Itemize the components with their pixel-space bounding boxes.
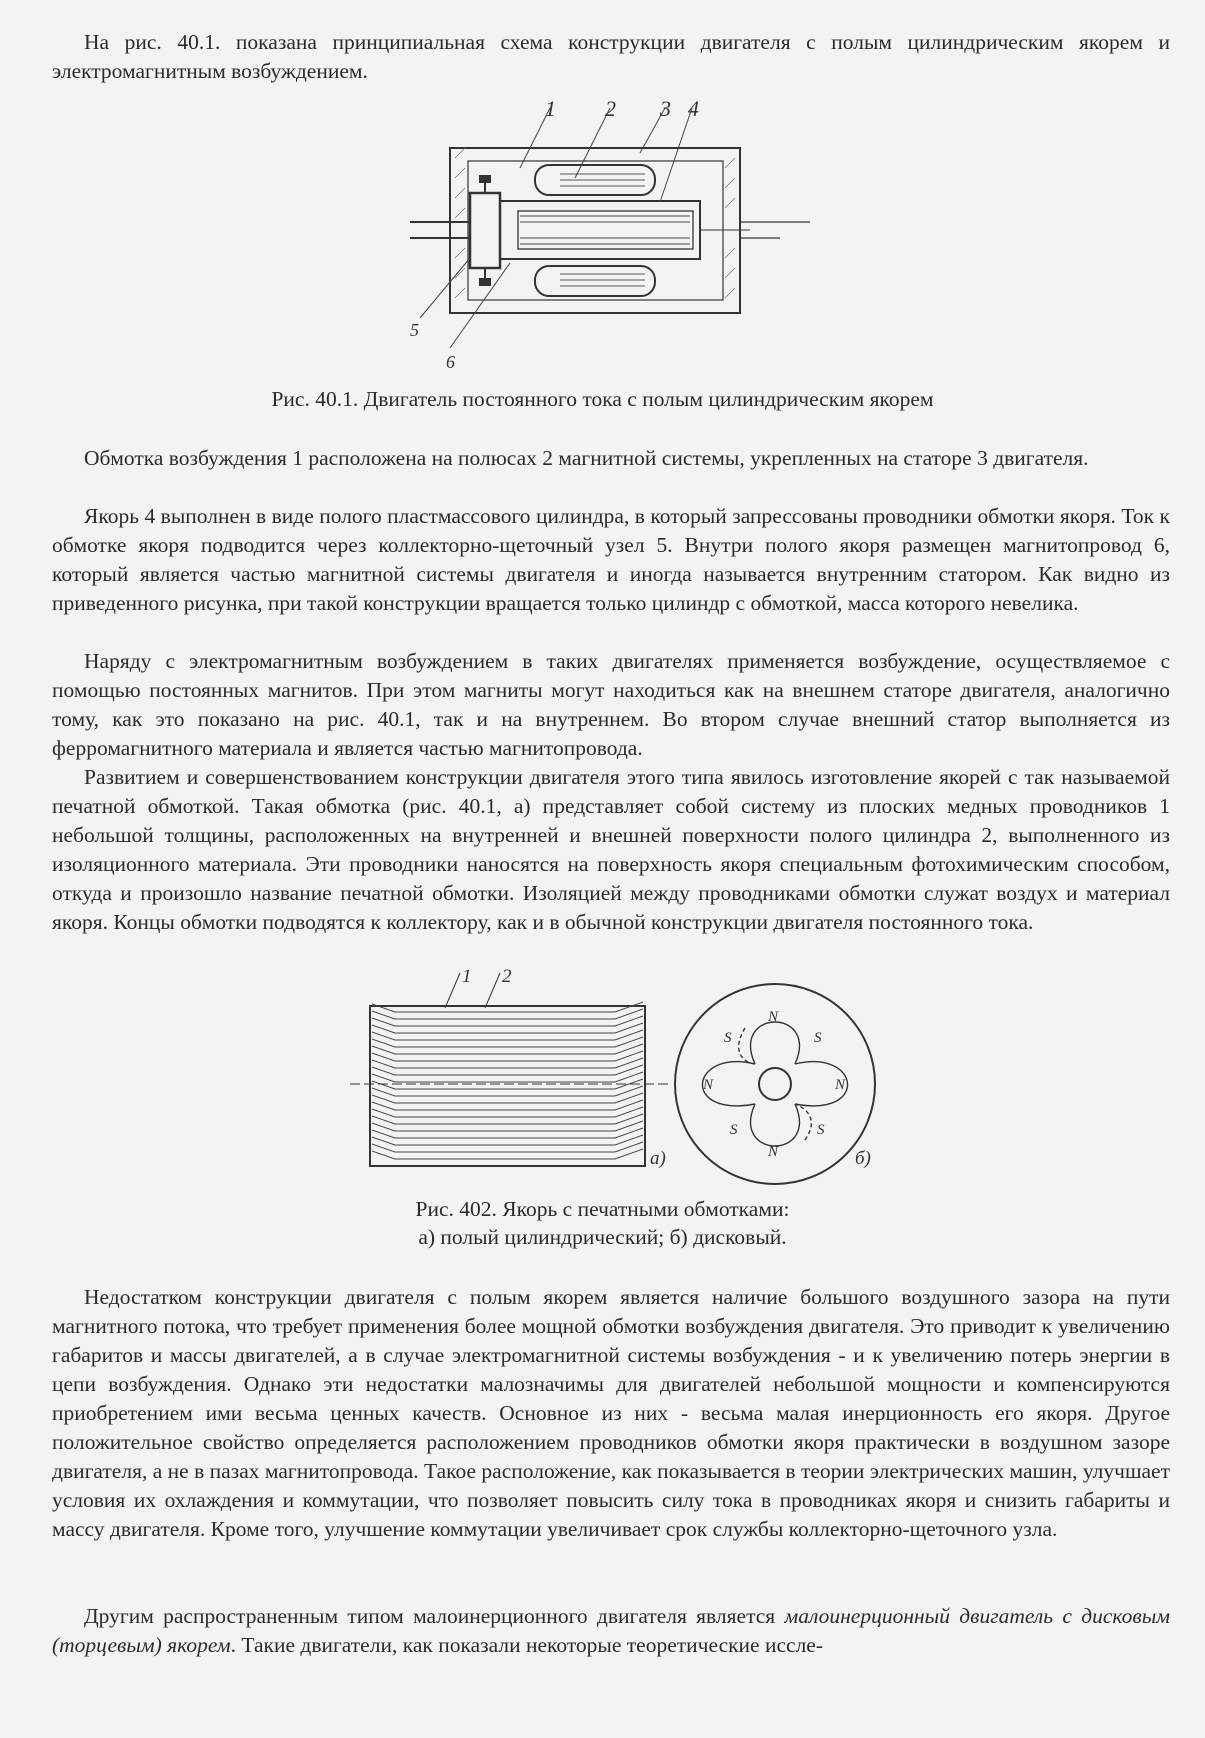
paragraph-intro: На рис. 40.1. показана принципиальная схема конструкции двигателя с полым цилиндрическим якорем и электромагнитным возбуждением.	[52, 30, 1170, 83]
paragraph-printed-winding: Развитием и совершенствованием конструкции двигателя этого типа явилось изготовление якорей с так называемой печатной обмоткой. Такая обмотка (рис. 40.1, а) представляет собой систему из плоских медных проводников 1 небольшой толщины, расположенных на внутренней и внешней поверхности полого цилиндра 2, выполненного из изоляционного материала. Эти проводники наносятся на поверхность якоря специальным фотохимическим способом, откуда и произошло название печатной обмотки. Изоляцией между проводниками обмотки служат воздух и материал якоря. Концы обмотки подводятся к коллектору, как и в обычной конструкции двигателя постоянного тока.	[52, 765, 1170, 934]
svg-text:S: S	[817, 1122, 825, 1138]
svg-text:N: N	[768, 1009, 779, 1025]
cylinder-armature-outline	[370, 1006, 645, 1166]
svg-text:S: S	[724, 1030, 732, 1046]
svg-text:N: N	[703, 1077, 714, 1093]
paragraph-disc-armature: Другим распространенным типом малоинерционного двигателя является малоинерционный двигатель с дисковым (торцевым) якорем. Такие двигатели, как показали некоторые теоретические иссле-	[52, 1604, 1170, 1657]
printed-conductor	[372, 1107, 643, 1117]
svg-text:N: N	[768, 1144, 779, 1160]
printed-conductor	[372, 1044, 643, 1054]
disc-motor-term: малоинерционный двигатель с дисковым (торцевым) якорем	[52, 1604, 1170, 1657]
printed-conductor	[372, 1051, 643, 1061]
printed-conductor	[372, 1128, 643, 1138]
paragraph-armature: Якорь 4 выполнен в виде полого пластмассового цилиндра, в который запрессованы проводники обмотки якоря. Ток к обмотке якоря подводится через коллекторно-щеточный узел 5. Внутри полого якоря размещен магнитопровод 6, который является частью магнитной системы двигателя и иногда называется внутренним статором. Как видно из приведенного рисунка, при такой конструкции вращается только цилиндр с обмоткой, масса которого невелика.	[52, 504, 1170, 615]
paragraph-disadvantages: Недостатком конструкции двигателя с полым якорем является наличие большого воздушного зазора на пути магнитного потока, что требует применения более мощной обмотки возбуждения двигателя. Это приводит к увеличению габаритов и массы двигателей, а в случае электромагнитной системы возбуждения - и к увеличению потерь энергии в цепи возбуждения. Однако эти недостатки малозначимы для двигателей небольшой мощности и компенсируются приобретением ими весьма ценных качеств. Основное из них - весьма малая инерционность его якоря. Другое положительное свойство определяется расположением проводников обмотки якоря практически в воздушном зазоре двигателя, а не в пазах магнитопровода. Такое расположение, как показывается в теории электрических машин, улучшает условия их охлаждения и коммутации, что позволяет повысить силу тока в проводниках якоря и снизить габариты и массу двигателя. Кроме того, улучшение коммутации увеличивает срок службы коллекторно-щеточного узла.	[52, 1285, 1170, 1541]
printed-conductor	[372, 1065, 643, 1075]
printed-conductor	[372, 1149, 643, 1159]
printed-conductor	[372, 1037, 643, 1047]
svg-text:S: S	[814, 1030, 822, 1046]
disc-pole-labels	[702, 1009, 846, 1160]
svg-text:N: N	[835, 1077, 846, 1093]
figure2-label-2: 2	[502, 968, 512, 987]
figure1-caption: Рис. 40.1. Двигатель постоянного тока с полым цилиндрическим якорем	[271, 387, 934, 411]
figure2-caption-line2: а) полый цилиндрический; б) дисковый.	[418, 1225, 787, 1249]
figure2-label-a: а)	[650, 1148, 666, 1169]
figure1-label-4: 4	[688, 98, 699, 121]
paragraph-permanent-magnets: Наряду с электромагнитным возбуждением в таких двигателях применяется возбуждение, осуществляемое с помощью постоянных магнитов. При этом магниты могут находиться как на внешнем статоре двигателя, аналогично тому, как это показано на рис. 40.1, так и на внутреннем. Во втором случае внешний статор выполняется из ферромагнитного материала и является частью магнитопровода.	[52, 649, 1170, 760]
figure2-label-1: 1	[462, 968, 472, 987]
figure2-label-b: б)	[855, 1148, 871, 1169]
figure-motor-diagram	[410, 98, 810, 378]
figure1-label-5: 5	[410, 320, 419, 340]
figure-printed-armature	[350, 968, 890, 1188]
figure1-label-3: 3	[660, 98, 671, 121]
printed-conductor	[372, 1023, 643, 1033]
printed-conductor	[372, 1093, 643, 1103]
svg-text:S: S	[730, 1122, 738, 1138]
figure2-caption-line1: Рис. 402. Якорь с печатными обмотками:	[415, 1197, 790, 1221]
printed-conductor	[372, 1072, 643, 1082]
printed-conductor	[372, 1016, 643, 1026]
printed-conductor	[372, 1030, 643, 1040]
printed-conductor	[372, 1142, 643, 1152]
printed-conductor	[372, 1086, 643, 1096]
printed-conductor	[372, 1009, 643, 1019]
figure1-label-6: 6	[446, 352, 455, 372]
printed-conductor	[372, 1114, 643, 1124]
printed-conductor	[372, 1058, 643, 1068]
printed-conductor	[372, 1121, 643, 1131]
figure1-label-1: 1	[545, 98, 556, 121]
paragraph-field-winding: Обмотка возбуждения 1 расположена на полюсах 2 магнитной системы, укрепленных на статоре 3 двигателя.	[84, 446, 1089, 470]
printed-conductor	[372, 1100, 643, 1110]
printed-conductor	[372, 1135, 643, 1145]
figure1-label-2: 2	[605, 98, 616, 121]
